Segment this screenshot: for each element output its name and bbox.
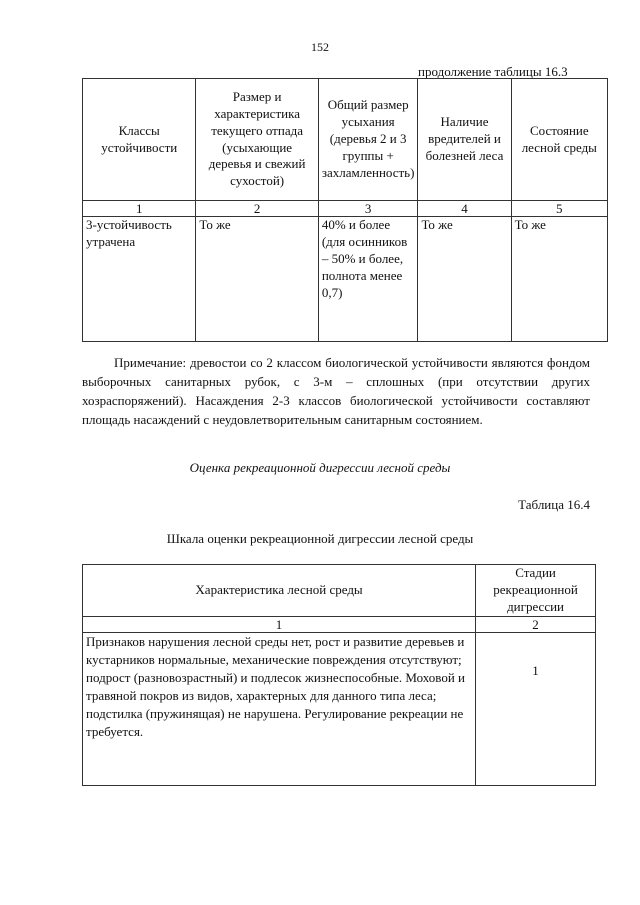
table-cell: 3-устойчивость утрачена (83, 217, 196, 342)
header-total-dieback: Общий размер усыхания (деревья 2 и 3 группы + захламленность) (318, 79, 418, 201)
column-number: 2 (476, 616, 596, 632)
column-number-row (83, 616, 596, 632)
table-cell: То же (418, 217, 511, 342)
header-forest-environment: Состояние лесной среды (511, 79, 607, 201)
header-current-loss: Размер и характеристика текущего отпада (усыхающие деревья и свежий сухостой) (196, 79, 318, 201)
column-number: 4 (418, 201, 511, 217)
header-stability-classes: Классы устойчивости (83, 79, 196, 201)
table-header-row (83, 565, 596, 617)
table-row (83, 632, 596, 785)
column-number: 2 (196, 201, 318, 217)
column-number: 3 (318, 201, 418, 217)
section-subtitle: Оценка рекреационной дигрессии лесной среды (189, 460, 451, 475)
column-number: 1 (83, 616, 476, 632)
table-cell: 1 (476, 632, 596, 785)
table-cell: 40% и более (для осинников – 50% и более, полнота менее 0,7) (318, 217, 418, 342)
table-row (83, 217, 608, 342)
stability-classes-table (82, 78, 608, 342)
page-number: 152 (311, 40, 329, 54)
column-number: 5 (511, 201, 607, 217)
header-digression-stages: Стадии рекреационной дигрессии (476, 565, 596, 617)
table-header-row (83, 79, 608, 201)
table-number-label: Таблица 16.4 (518, 497, 590, 512)
header-forest-characteristics: Характеристика лесной среды (83, 565, 476, 617)
table-title: Шкала оценки рекреационной дигрессии лесной среды (166, 531, 474, 546)
table-note: Примечание: древостои со 2 классом биологической устойчивости являются фондом выборочных санитарных рубок, с 3-м – сплошных (при отсутствии других хозраспоряжений). Насаждения 2-3 классов биологической устойчивости составляют площадь насаждений с неудовлетворительным санитарным состоянием. (82, 355, 590, 427)
table-cell: То же (511, 217, 607, 342)
recreational-digression-table (82, 564, 596, 786)
table-cell: Признаков нарушения лесной среды нет, рост и развитие деревьев и кустарников нормальные, механические повреждения отсутствуют; подрост (разновозрастный) и подлесок жизнеспособные. Моховой и травяной покров из видов, характерных для данного типа леса; подстилка (пружинящая) не нарушена. Регулирование рекреации не требуется. (83, 632, 476, 785)
header-pests-diseases: Наличие вредителей и болезней леса (418, 79, 511, 201)
column-number-row (83, 201, 608, 217)
table-cell: То же (196, 217, 318, 342)
column-number: 1 (83, 201, 196, 217)
table-continuation-label: продолжение таблицы 16.3 (418, 64, 568, 79)
